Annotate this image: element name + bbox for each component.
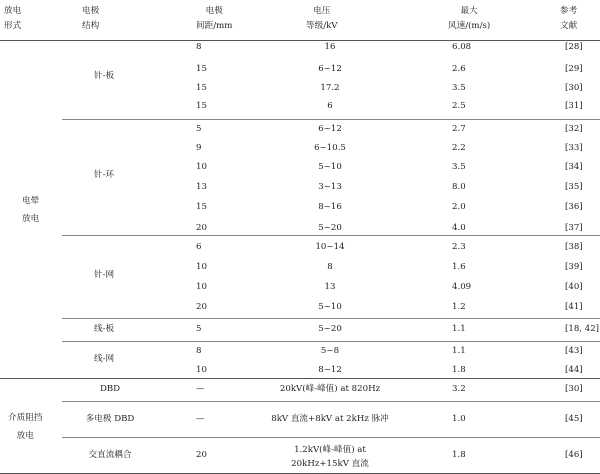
cell-ref: [41]: [565, 302, 583, 312]
cell-ref: [37]: [565, 223, 583, 233]
subgroup-needle-plate: 针-板: [94, 71, 115, 81]
cell-voltage: 5~8: [320, 346, 340, 356]
dbd-voltage-1: 20kV(峰-峰值) at 820Hz: [279, 384, 381, 394]
dbd-structure-1: DBD: [99, 384, 121, 394]
subgroup-needle-mesh: 针-网: [94, 270, 115, 280]
cell-ref: [38]: [565, 242, 583, 252]
cell-ref: [31]: [565, 101, 583, 111]
cell-voltage: 3~13: [318, 182, 342, 192]
cell-ref: [39]: [565, 262, 583, 272]
cell-voltage: 8: [327, 262, 333, 272]
header-wind: 最大 风速/(m/s): [448, 6, 491, 31]
cell-spacing: 13: [196, 182, 207, 192]
cell-voltage: 6~10.5: [314, 143, 346, 153]
cell-spacing: 10: [196, 162, 207, 172]
cell-spacing: 6: [196, 242, 202, 252]
group-corona: 电晕 放电: [22, 196, 40, 224]
cell-voltage: 5~20: [318, 223, 342, 233]
cell-wind: 2.7: [452, 124, 466, 134]
cell-wind: 1.8: [452, 365, 466, 375]
cell-spacing: 15: [196, 64, 207, 74]
cell-wind: 4.0: [452, 223, 466, 233]
rule-3: [62, 318, 600, 319]
header-form: 放电 形式: [4, 6, 22, 31]
cell-wind: 1.1: [452, 324, 466, 334]
cell-ref: [34]: [565, 162, 583, 172]
rule-header: [0, 40, 600, 41]
cell-wind: 2.2: [452, 143, 466, 153]
cell-voltage: 17.2: [320, 83, 340, 93]
dbd-spacing-2: —: [196, 414, 205, 424]
subgroup-wire-mesh: 线-网: [94, 354, 115, 364]
cell-ref: [29]: [565, 64, 583, 74]
cell-spacing: 20: [196, 302, 207, 312]
rule-4: [62, 341, 600, 342]
cell-voltage: 13: [324, 282, 336, 292]
rule-5: [0, 378, 600, 379]
cell-ref: [43]: [565, 346, 583, 356]
header-structure: 电极 结构: [82, 6, 100, 31]
dbd-wind-1: 3.2: [452, 384, 466, 394]
cell-voltage: 6~12: [318, 124, 342, 134]
cell-ref: [18, 42]: [565, 324, 600, 334]
cell-spacing: 5: [196, 324, 202, 334]
cell-wind: 3.5: [452, 162, 466, 172]
cell-wind: 2.5: [452, 101, 466, 111]
dbd-spacing-3: 20: [196, 450, 207, 460]
cell-spacing: 10: [196, 282, 207, 292]
cell-spacing: 5: [196, 124, 202, 134]
cell-wind: 3.5: [452, 83, 466, 93]
cell-ref: [44]: [565, 365, 583, 375]
header-spacing: 电极 间距/mm: [196, 6, 233, 31]
cell-wind: 2.3: [452, 242, 466, 252]
cell-wind: 4.09: [452, 282, 472, 292]
cell-ref: [28]: [565, 42, 583, 52]
cell-spacing: 10: [196, 365, 207, 375]
dbd-spacing-1: —: [196, 384, 205, 394]
dbd-ref-2: [45]: [565, 414, 583, 424]
dbd-ref-3: [46]: [565, 450, 583, 460]
subgroup-needle-ring: 针-环: [94, 170, 115, 180]
cell-spacing: 15: [196, 83, 207, 93]
header-ref: 参考 文献: [560, 6, 578, 31]
cell-spacing: 8: [196, 346, 202, 356]
cell-spacing: 15: [196, 202, 207, 212]
cell-spacing: 15: [196, 101, 207, 111]
cell-ref: [32]: [565, 124, 583, 134]
cell-voltage: 10~14: [315, 242, 345, 252]
dbd-ref-1: [30]: [565, 384, 583, 394]
cell-spacing: 9: [196, 143, 202, 153]
header-voltage: 电压 等级/kV: [306, 6, 338, 31]
cell-spacing: 8: [196, 42, 202, 52]
dbd-voltage-3: 1.2kV(峰-峰值) at 20kHz+15kV 直流: [291, 445, 369, 469]
cell-voltage: 16: [324, 42, 336, 52]
dbd-wind-3: 1.8: [452, 450, 466, 460]
rule-2: [62, 235, 600, 236]
dbd-structure-3: 交直流耦合: [88, 450, 132, 460]
cell-wind: 2.6: [452, 64, 466, 74]
cell-wind: 1.2: [452, 302, 466, 312]
dbd-voltage-2: 8kV 直流+8kV at 2kHz 脉冲: [271, 414, 389, 424]
cell-ref: [33]: [565, 143, 583, 153]
cell-ref: [40]: [565, 282, 583, 292]
cell-wind: 1.6: [452, 262, 466, 272]
cell-voltage: 6~12: [318, 64, 342, 74]
rule-7: [62, 437, 600, 438]
cell-ref: [30]: [565, 83, 583, 93]
cell-ref: [36]: [565, 202, 583, 212]
cell-wind: 1.1: [452, 346, 466, 356]
cell-wind: 2.0: [452, 202, 466, 212]
cell-voltage: 5~10: [318, 302, 342, 312]
cell-voltage: 8~16: [318, 202, 342, 212]
cell-voltage: 5~20: [318, 324, 342, 334]
dbd-structure-2: 多电极 DBD: [85, 414, 135, 424]
group-dbd: 介质阻挡 放电: [8, 413, 43, 441]
cell-voltage: 6: [327, 101, 333, 111]
rule-1: [62, 119, 600, 120]
cell-ref: [35]: [565, 182, 583, 192]
cell-voltage: 5~10: [318, 162, 342, 172]
cell-voltage: 8~12: [318, 365, 342, 375]
dbd-wind-2: 1.0: [452, 414, 466, 424]
cell-spacing: 10: [196, 262, 207, 272]
subgroup-wire-plate: 线-板: [94, 324, 115, 334]
cell-wind: 8.0: [452, 182, 466, 192]
cell-spacing: 20: [196, 223, 207, 233]
cell-wind: 6.08: [452, 42, 472, 52]
rule-6: [62, 401, 600, 402]
